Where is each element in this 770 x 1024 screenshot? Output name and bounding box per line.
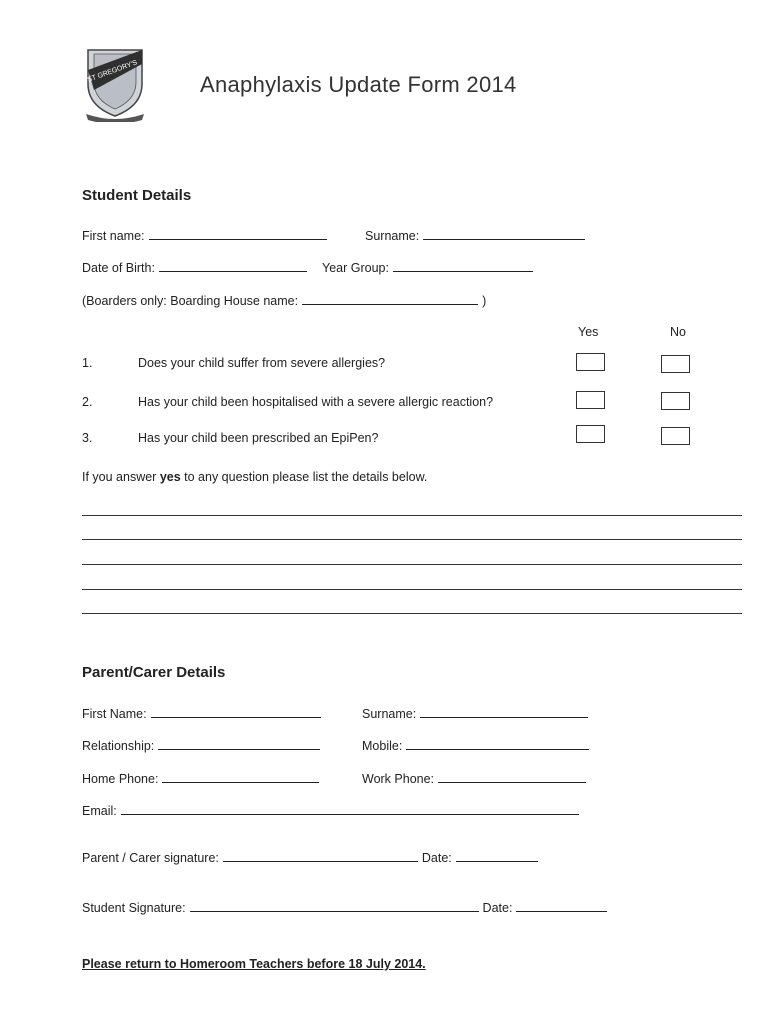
email-input[interactable] [121,802,579,815]
student-details-heading: Student Details [82,187,192,204]
question-3-number: 3. [82,431,93,445]
return-instruction: Please return to Homeroom Teachers before 18 July 2014. [82,957,426,971]
parent-first-name-input[interactable] [151,705,321,718]
details-line-4[interactable] [82,589,742,590]
home-phone-label: Home Phone: [82,772,159,786]
boarding-house-field[interactable] [82,292,486,308]
home-phone-field[interactable] [82,770,319,786]
details-line-3[interactable] [82,564,742,565]
parent-surname-input[interactable] [420,705,588,718]
student-dob-field[interactable] [82,259,307,275]
student-signature-date-input[interactable] [516,899,607,912]
parent-date-label: Date: [421,851,452,865]
parent-date-input[interactable] [456,849,538,862]
boarding-house-input[interactable] [302,292,478,305]
student-dob-input[interactable] [159,259,307,272]
question-2-text: Has your child been hospitalised with a severe allergic reaction? [138,395,494,409]
parent-signature-label: Parent / Carer signature: [82,851,219,865]
student-surname-input[interactable] [423,227,585,240]
svg-text:ST GREGORY'S: ST GREGORY'S [86,59,139,84]
details-instruction [82,470,427,484]
relationship-input[interactable] [158,737,320,750]
relationship-label: Relationship: [82,739,155,753]
student-signature-date-label: Date: [482,901,513,915]
student-year-group-field[interactable] [322,259,533,275]
mobile-label: Mobile: [362,739,403,753]
school-crest-logo [84,46,146,122]
student-first-name-field[interactable] [82,227,327,243]
student-signature-label: Student Signature: [82,901,186,915]
question-3-yes-checkbox[interactable] [576,425,605,443]
form-title: Anaphylaxis Update Form 2014 [200,72,517,97]
student-first-name-input[interactable] [149,227,327,240]
student-year-group-label: Year Group: [322,261,389,275]
question-2-yes-checkbox[interactable] [576,391,605,409]
details-line-2[interactable] [82,539,742,540]
details-line-1[interactable] [82,515,742,516]
parent-signature-input[interactable] [223,849,418,862]
question-1-text: Does your child suffer from severe allergies? [138,356,386,370]
question-1-number: 1. [82,356,93,370]
boarding-house-label: (Boarders only: Boarding House name: [82,294,299,308]
question-2-no-checkbox[interactable] [661,392,690,410]
details-line-5[interactable] [82,613,742,614]
parent-surname-label: Surname: [362,707,417,721]
question-3-text: Has your child been prescribed an EpiPen? [138,431,379,445]
question-1-no-checkbox[interactable] [661,355,690,373]
email-label: Email: [82,804,117,818]
parent-signature-field[interactable] [82,849,538,865]
work-phone-input[interactable] [438,770,586,783]
student-first-name-label: First name: [82,229,145,243]
details-instruction-yes: yes [159,470,181,484]
work-phone-field[interactable] [362,770,586,786]
yes-column-header: Yes [578,325,599,339]
parent-first-name-field[interactable] [82,705,321,721]
student-dob-label: Date of Birth: [82,261,155,275]
student-year-group-input[interactable] [393,259,533,272]
parent-surname-field[interactable] [362,705,588,721]
question-3-no-checkbox[interactable] [661,427,690,445]
work-phone-label: Work Phone: [362,772,435,786]
student-surname-field[interactable] [365,227,585,243]
student-surname-label: Surname: [365,229,420,243]
mobile-input[interactable] [406,737,589,750]
parent-first-name-label: First Name: [82,707,147,721]
question-1-yes-checkbox[interactable] [576,353,605,371]
student-signature-field[interactable] [82,899,607,915]
student-signature-input[interactable] [190,899,479,912]
boarding-house-close-paren: ) [482,294,487,308]
question-2-number: 2. [82,395,93,409]
details-instruction-start: If you answer [82,470,160,484]
home-phone-input[interactable] [162,770,319,783]
details-instruction-end: to any question please list the details below. [180,470,428,484]
mobile-field[interactable] [362,737,589,753]
relationship-field[interactable] [82,737,320,753]
email-field[interactable] [82,802,579,818]
no-column-header: No [670,325,686,339]
parent-details-heading: Parent/Carer Details [82,664,226,681]
